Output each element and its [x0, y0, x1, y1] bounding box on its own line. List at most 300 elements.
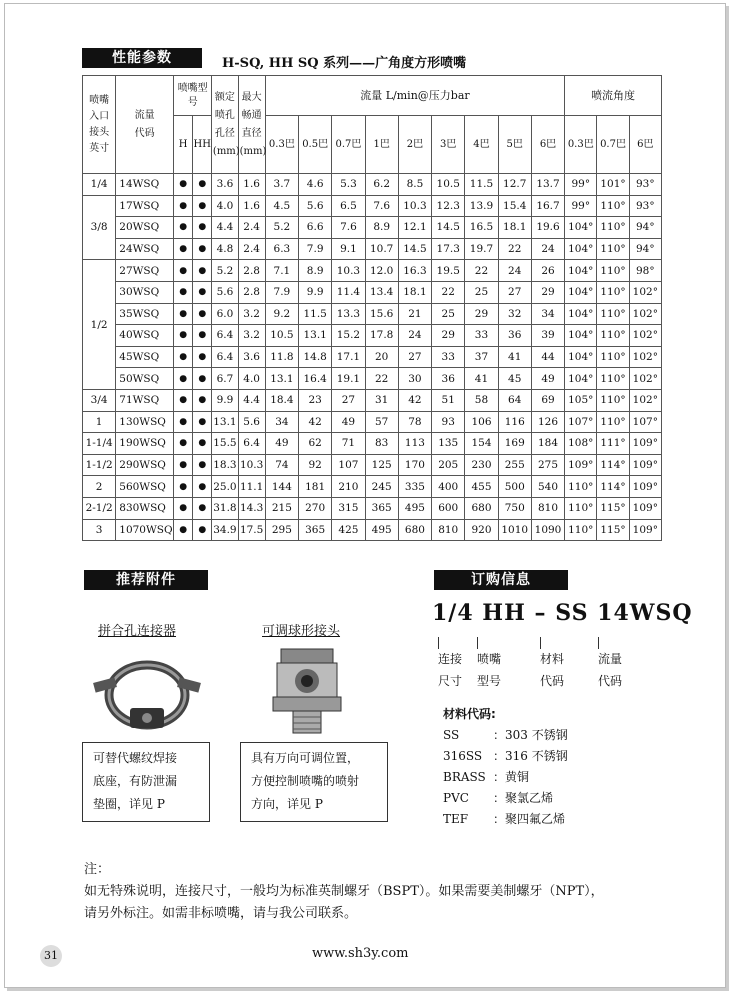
flow-value-cell: 6.3	[265, 238, 298, 260]
angle-value-cell: 110°	[565, 519, 597, 541]
type-HH-dot: ●	[193, 497, 212, 519]
passage-cell: 10.3	[238, 454, 265, 476]
angle-value-cell: 109°	[629, 433, 661, 455]
flow-value-cell: 920	[465, 519, 498, 541]
website-url: www.sh3y.com	[312, 946, 409, 961]
table-row	[83, 260, 662, 282]
angle-value-cell: 104°	[565, 260, 597, 282]
flow-value-cell: 32	[498, 303, 531, 325]
angle-value-cell: 101°	[597, 174, 629, 196]
label-line: 喷嘴	[477, 652, 502, 666]
type-HH-dot: ●	[193, 195, 212, 217]
type-HH-dot: ●	[193, 368, 212, 390]
type-H-dot: ●	[174, 174, 193, 196]
note-title: 注：	[84, 862, 111, 877]
type-HH-dot: ●	[193, 411, 212, 433]
flow-value-cell: 680	[465, 497, 498, 519]
type-HH-dot: ●	[193, 389, 212, 411]
flow-value-cell: 18.4	[265, 389, 298, 411]
type-HH-dot: ●	[193, 433, 212, 455]
flow-value-cell: 1010	[498, 519, 531, 541]
flow-value-cell: 6.6	[299, 217, 332, 239]
angle-value-cell: 115°	[597, 519, 629, 541]
desc-line: 可替代螺纹焊接	[93, 751, 178, 765]
flow-value-cell: 7.9	[299, 238, 332, 260]
flow-value-cell: 12.1	[398, 217, 431, 239]
flow-value-cell: 16.7	[531, 195, 564, 217]
type-H-dot: ●	[174, 260, 193, 282]
material-key: SS	[443, 728, 460, 742]
flow-value-cell: 24	[398, 325, 431, 347]
flow-value-cell: 49	[265, 433, 298, 455]
split-eyelet-connector-image	[92, 650, 202, 735]
angle-value-cell: 93°	[629, 174, 661, 196]
flow-value-cell: 9.1	[332, 238, 365, 260]
orifice-cell: 6.4	[212, 325, 238, 347]
angle-value-cell: 107°	[565, 411, 597, 433]
flow-value-cell: 154	[465, 433, 498, 455]
passage-cell: 17.5	[238, 519, 265, 541]
flow-value-cell: 5.3	[332, 174, 365, 196]
passage-cell: 2.4	[238, 217, 265, 239]
flow-code-cell: 290WSQ	[116, 454, 174, 476]
type-HH-dot: ●	[193, 346, 212, 368]
flow-value-cell: 29	[432, 325, 465, 347]
table-row	[83, 519, 662, 541]
flow-value-cell: 7.6	[365, 195, 398, 217]
angle-pressure-header: 0.3巴	[565, 116, 597, 174]
flow-value-cell: 62	[299, 433, 332, 455]
orifice-cell: 4.8	[212, 238, 238, 260]
label-nozzle-type	[477, 648, 501, 692]
flow-value-cell: 24	[498, 260, 531, 282]
angle-value-cell: 110°	[597, 368, 629, 390]
order-code-example: 1/4 HH – SS 14WSQ	[432, 600, 693, 626]
flow-value-cell: 21	[398, 303, 431, 325]
orifice-cell: 9.9	[212, 389, 238, 411]
angle-value-cell: 102°	[629, 368, 661, 390]
flow-code-cell: 71WSQ	[116, 389, 174, 411]
flow-code-cell: 27WSQ	[116, 260, 174, 282]
flow-value-cell: 22	[365, 368, 398, 390]
table-row	[83, 281, 662, 303]
angle-pressure-header: 0.7巴	[597, 116, 629, 174]
flow-value-cell: 19.1	[332, 368, 365, 390]
flow-value-cell: 22	[432, 281, 465, 303]
angle-value-cell: 102°	[629, 389, 661, 411]
type-H-dot: ●	[174, 195, 193, 217]
page-number: 31	[40, 945, 62, 967]
flow-value-cell: 33	[465, 325, 498, 347]
inlet-size-cell: 1/4	[83, 174, 116, 196]
flow-value-cell: 10.5	[432, 174, 465, 196]
flow-value-cell: 22	[465, 260, 498, 282]
flow-value-cell: 19.6	[531, 217, 564, 239]
angle-value-cell: 108°	[565, 433, 597, 455]
flow-value-cell: 255	[498, 454, 531, 476]
type-H-dot: ●	[174, 454, 193, 476]
flow-value-cell: 500	[498, 476, 531, 498]
header-code: 流量代码	[116, 76, 174, 174]
angle-value-cell: 104°	[565, 303, 597, 325]
inlet-size-cell: 3	[83, 519, 116, 541]
type-HH-dot: ●	[193, 519, 212, 541]
flow-value-cell: 23	[299, 389, 332, 411]
angle-value-cell: 110°	[597, 325, 629, 347]
angle-value-cell: 110°	[597, 281, 629, 303]
flow-value-cell: 12.3	[432, 195, 465, 217]
flow-value-cell: 11.4	[332, 281, 365, 303]
angle-value-cell: 109°	[629, 454, 661, 476]
flow-value-cell: 18.1	[498, 217, 531, 239]
table-row	[83, 433, 662, 455]
label-connection-size	[438, 648, 462, 692]
header-orifice: 额定喷孔孔径(mm)	[212, 76, 238, 174]
flow-pressure-header: 4巴	[465, 116, 498, 174]
flow-code-cell: 14WSQ	[116, 174, 174, 196]
inlet-size-cell: 3/8	[83, 195, 116, 260]
flow-value-cell: 64	[498, 389, 531, 411]
flow-value-cell: 540	[531, 476, 564, 498]
angle-value-cell: 111°	[597, 433, 629, 455]
flow-value-cell: 33	[432, 346, 465, 368]
flow-value-cell: 6.2	[365, 174, 398, 196]
flow-pressure-header: 0.7巴	[332, 116, 365, 174]
flow-value-cell: 29	[531, 281, 564, 303]
flow-value-cell: 14.8	[299, 346, 332, 368]
material-row	[443, 747, 568, 764]
angle-value-cell: 109°	[629, 497, 661, 519]
flow-code-cell: 1070WSQ	[116, 519, 174, 541]
type-HH-dot: ●	[193, 454, 212, 476]
label-line: 材料	[540, 652, 565, 666]
type-H-dot: ●	[174, 346, 193, 368]
flow-code-cell: 20WSQ	[116, 217, 174, 239]
type-HH-dot: ●	[193, 217, 212, 239]
flow-value-cell: 12.7	[498, 174, 531, 196]
type-HH-dot: ●	[193, 476, 212, 498]
type-H-dot: ●	[174, 389, 193, 411]
table-row	[83, 454, 662, 476]
type-HH-dot: ●	[193, 281, 212, 303]
angle-value-cell: 105°	[565, 389, 597, 411]
angle-value-cell: 94°	[629, 238, 661, 260]
flow-value-cell: 5.6	[299, 195, 332, 217]
flow-value-cell: 7.1	[265, 260, 298, 282]
material-value: ：聚氯乙烯	[493, 791, 554, 805]
flow-value-cell: 10.3	[332, 260, 365, 282]
flow-value-cell: 34	[265, 411, 298, 433]
label-flow-code	[598, 648, 622, 692]
passage-cell: 3.6	[238, 346, 265, 368]
flow-value-cell: 14.5	[398, 238, 431, 260]
performance-tag: 性能参数	[82, 48, 202, 68]
angle-value-cell: 110°	[597, 303, 629, 325]
flow-value-cell: 71	[332, 433, 365, 455]
table-row	[83, 368, 662, 390]
flow-value-cell: 16.3	[398, 260, 431, 282]
angle-value-cell: 114°	[597, 476, 629, 498]
flow-value-cell: 125	[365, 454, 398, 476]
flow-value-cell: 15.6	[365, 303, 398, 325]
flow-value-cell: 750	[498, 497, 531, 519]
flow-value-cell: 295	[265, 519, 298, 541]
material-value: ：303 不锈钢	[493, 728, 568, 742]
type-H-dot: ●	[174, 238, 193, 260]
flow-value-cell: 15.4	[498, 195, 531, 217]
passage-cell: 11.1	[238, 476, 265, 498]
flow-value-cell: 9.2	[265, 303, 298, 325]
material-key: BRASS	[443, 770, 486, 784]
flow-value-cell: 83	[365, 433, 398, 455]
label-line: 型号	[477, 674, 502, 688]
inlet-size-cell: 3/4	[83, 389, 116, 411]
flow-value-cell: 57	[365, 411, 398, 433]
flow-value-cell: 18.1	[398, 281, 431, 303]
type-HH-dot: ●	[193, 325, 212, 347]
passage-cell: 1.6	[238, 174, 265, 196]
angle-value-cell: 104°	[565, 217, 597, 239]
header-passage: 最大畅通直径(mm)	[238, 76, 265, 174]
flow-value-cell: 455	[465, 476, 498, 498]
orifice-cell: 13.1	[212, 411, 238, 433]
desc-line: 方向，详见 P	[251, 797, 323, 811]
flow-value-cell: 10.3	[398, 195, 431, 217]
table-row	[83, 217, 662, 239]
flow-value-cell: 41	[498, 346, 531, 368]
flow-value-cell: 36	[498, 325, 531, 347]
split-eyelet-connector-title: 拼合孔连接器	[98, 624, 177, 639]
flow-pressure-header: 3巴	[432, 116, 465, 174]
angle-value-cell: 93°	[629, 195, 661, 217]
flow-value-cell: 184	[531, 433, 564, 455]
angle-value-cell: 110°	[597, 389, 629, 411]
flow-value-cell: 6.5	[332, 195, 365, 217]
flow-value-cell: 27	[498, 281, 531, 303]
flow-value-cell: 51	[432, 389, 465, 411]
flow-value-cell: 8.9	[299, 260, 332, 282]
flow-value-cell: 92	[299, 454, 332, 476]
flow-value-cell: 315	[332, 497, 365, 519]
flow-pressure-header: 2巴	[398, 116, 431, 174]
label-material-code	[540, 648, 564, 692]
flow-value-cell: 17.3	[432, 238, 465, 260]
flow-value-cell: 37	[465, 346, 498, 368]
flow-code-cell: 45WSQ	[116, 346, 174, 368]
flow-value-cell: 42	[299, 411, 332, 433]
flow-value-cell: 245	[365, 476, 398, 498]
flow-code-cell: 24WSQ	[116, 238, 174, 260]
flow-code-cell: 30WSQ	[116, 281, 174, 303]
type-H-dot: ●	[174, 303, 193, 325]
header-H: H	[174, 116, 193, 174]
table-row	[83, 346, 662, 368]
desc-line: 具有万向可调位置，	[251, 751, 360, 765]
label-line: 代码	[540, 674, 565, 688]
orifice-cell: 6.0	[212, 303, 238, 325]
table-row	[83, 238, 662, 260]
flow-value-cell: 19.7	[465, 238, 498, 260]
inlet-size-cell: 1-1/2	[83, 454, 116, 476]
flow-value-cell: 425	[332, 519, 365, 541]
flow-value-cell: 34	[531, 303, 564, 325]
flow-value-cell: 810	[531, 497, 564, 519]
flow-value-cell: 17.8	[365, 325, 398, 347]
flow-value-cell: 25	[465, 281, 498, 303]
flow-value-cell: 10.7	[365, 238, 398, 260]
flow-code-cell: 50WSQ	[116, 368, 174, 390]
label-line: 代码	[598, 674, 623, 688]
flow-code-cell: 190WSQ	[116, 433, 174, 455]
table-row	[83, 497, 662, 519]
orifice-cell: 15.5	[212, 433, 238, 455]
material-value: ：聚四氟乙烯	[493, 812, 566, 826]
angle-value-cell: 110°	[597, 260, 629, 282]
flow-pressure-header: 0.3巴	[265, 116, 298, 174]
flow-value-cell: 680	[398, 519, 431, 541]
orifice-cell: 18.3	[212, 454, 238, 476]
material-row	[443, 726, 568, 743]
type-HH-dot: ●	[193, 260, 212, 282]
flow-value-cell: 39	[531, 325, 564, 347]
material-key: 316SS	[443, 749, 483, 763]
flow-value-cell: 365	[365, 497, 398, 519]
flow-value-cell: 27	[332, 389, 365, 411]
type-H-dot: ●	[174, 325, 193, 347]
material-row	[443, 768, 529, 785]
orifice-cell: 25.0	[212, 476, 238, 498]
flow-value-cell: 135	[432, 433, 465, 455]
type-H-dot: ●	[174, 519, 193, 541]
angle-value-cell: 109°	[629, 476, 661, 498]
flow-value-cell: 107	[332, 454, 365, 476]
angle-value-cell: 94°	[629, 217, 661, 239]
flow-value-cell: 365	[299, 519, 332, 541]
angle-value-cell: 102°	[629, 281, 661, 303]
ball-fitting-desc	[240, 742, 388, 822]
angle-value-cell: 109°	[629, 519, 661, 541]
flow-code-cell: 130WSQ	[116, 411, 174, 433]
angle-value-cell: 110°	[597, 217, 629, 239]
flow-value-cell: 13.9	[465, 195, 498, 217]
angle-value-cell: 104°	[565, 238, 597, 260]
angle-value-cell: 102°	[629, 325, 661, 347]
flow-value-cell: 4.6	[299, 174, 332, 196]
flow-value-cell: 49	[332, 411, 365, 433]
flow-value-cell: 13.3	[332, 303, 365, 325]
passage-cell: 3.2	[238, 325, 265, 347]
material-key: PVC	[443, 791, 469, 805]
type-HH-dot: ●	[193, 303, 212, 325]
inlet-size-cell: 1	[83, 411, 116, 433]
flow-value-cell: 31	[365, 389, 398, 411]
flow-value-cell: 19.5	[432, 260, 465, 282]
flow-value-cell: 106	[465, 411, 498, 433]
angle-value-cell: 99°	[565, 174, 597, 196]
flow-value-cell: 205	[432, 454, 465, 476]
angle-value-cell: 98°	[629, 260, 661, 282]
flow-value-cell: 126	[531, 411, 564, 433]
flow-value-cell: 400	[432, 476, 465, 498]
angle-value-cell: 110°	[565, 476, 597, 498]
flow-value-cell: 113	[398, 433, 431, 455]
passage-cell: 4.0	[238, 368, 265, 390]
inlet-size-cell: 2	[83, 476, 116, 498]
angle-value-cell: 110°	[597, 411, 629, 433]
flow-value-cell: 495	[398, 497, 431, 519]
flow-value-cell: 17.1	[332, 346, 365, 368]
orifice-cell: 6.7	[212, 368, 238, 390]
table-row	[83, 174, 662, 196]
passage-cell: 3.2	[238, 303, 265, 325]
angle-value-cell: 102°	[629, 303, 661, 325]
flow-value-cell: 3.7	[265, 174, 298, 196]
table-row	[83, 195, 662, 217]
flow-value-cell: 1090	[531, 519, 564, 541]
passage-cell: 14.3	[238, 497, 265, 519]
flow-value-cell: 600	[432, 497, 465, 519]
flow-value-cell: 8.9	[365, 217, 398, 239]
flow-value-cell: 13.4	[365, 281, 398, 303]
flow-value-cell: 26	[531, 260, 564, 282]
flow-pressure-header: 1巴	[365, 116, 398, 174]
flow-code-cell: 17WSQ	[116, 195, 174, 217]
inlet-size-cell: 1-1/4	[83, 433, 116, 455]
table-row	[83, 389, 662, 411]
type-H-dot: ●	[174, 433, 193, 455]
flow-value-cell: 16.4	[299, 368, 332, 390]
orifice-cell: 34.9	[212, 519, 238, 541]
inlet-size-cell: 1/2	[83, 260, 116, 390]
angle-value-cell: 104°	[565, 368, 597, 390]
angle-value-cell: 104°	[565, 325, 597, 347]
flow-value-cell: 25	[432, 303, 465, 325]
material-key: TEF	[443, 812, 469, 826]
flow-value-cell: 810	[432, 519, 465, 541]
flow-value-cell: 9.9	[299, 281, 332, 303]
header-HH: HH	[193, 116, 212, 174]
table-row	[83, 303, 662, 325]
orifice-cell: 31.8	[212, 497, 238, 519]
flow-value-cell: 5.2	[265, 217, 298, 239]
split-eyelet-connector-desc	[82, 742, 210, 822]
flow-value-cell: 45	[498, 368, 531, 390]
accessories-tag: 推荐附件	[84, 570, 208, 590]
ball-fitting-title: 可调球形接头	[262, 624, 341, 639]
flow-value-cell: 116	[498, 411, 531, 433]
flow-value-cell: 78	[398, 411, 431, 433]
label-line: 尺寸	[438, 674, 463, 688]
flow-value-cell: 181	[299, 476, 332, 498]
flow-value-cell: 15.2	[332, 325, 365, 347]
flow-value-cell: 170	[398, 454, 431, 476]
flow-code-cell: 560WSQ	[116, 476, 174, 498]
flow-value-cell: 335	[398, 476, 431, 498]
flow-pressure-header: 5巴	[498, 116, 531, 174]
spec-table	[82, 75, 662, 541]
type-H-dot: ●	[174, 368, 193, 390]
orifice-cell: 4.0	[212, 195, 238, 217]
material-value: ：316 不锈钢	[493, 749, 568, 763]
flow-value-cell: 29	[465, 303, 498, 325]
flow-value-cell: 230	[465, 454, 498, 476]
header-angle: 喷流角度	[565, 76, 662, 116]
page-title: H-SQ, HH SQ 系列——广角度方形喷嘴	[222, 56, 467, 71]
ball-fitting-image	[267, 645, 347, 740]
desc-line: 底座，有防泄漏	[93, 774, 178, 788]
flow-value-cell: 13.1	[265, 368, 298, 390]
angle-value-cell: 102°	[629, 346, 661, 368]
